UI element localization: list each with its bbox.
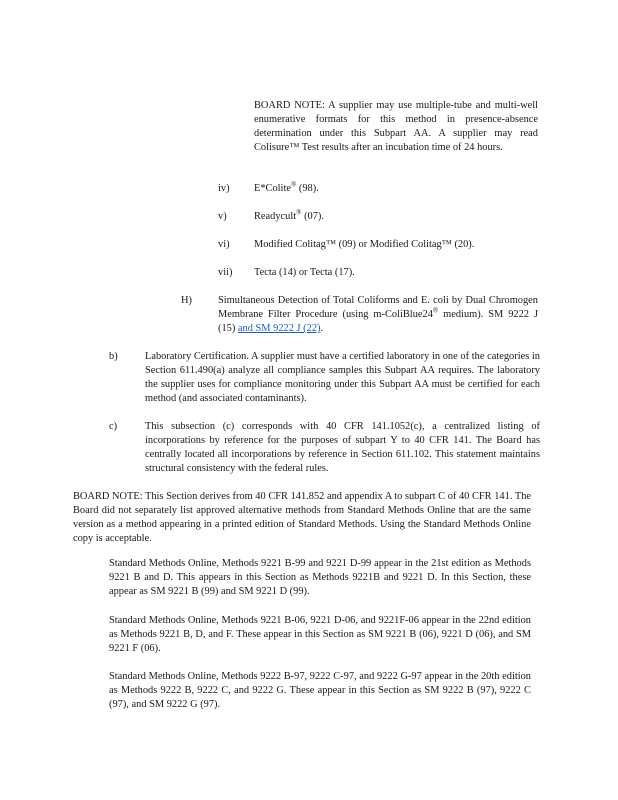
item-vi-label: vi) <box>218 239 230 250</box>
item-h-label: H) <box>181 295 192 306</box>
item-b-label: b) <box>109 351 118 362</box>
item-v-label: v) <box>218 211 227 222</box>
item-h-text: Simultaneous Detection of Total Coliforms and E. coli by Dual Chromogen Membrane Filter Procedure (using m-ColiBlue24® medium). SM 9222 J (15) and SM 9222 J (22). <box>218 295 538 334</box>
item-v-text: Readycult® (07). <box>254 208 324 222</box>
sm-9222-j-22-link[interactable]: and SM 9222 J (22) <box>237 323 321 334</box>
item-c-label: c) <box>109 421 118 432</box>
registered-mark: ® <box>290 180 297 189</box>
board-note-section: BOARD NOTE: This Section derives from 40 CFR 141.852 and appendix A to subpart C of 40 CFR 141. The Board did not separately list approved alternative methods from Standard Methods Online that are the same version as a method appearing in a printed edition of Standard Methods. Using the Standard Methods Online copy is acceptable. <box>73 491 531 544</box>
paragraph-sm-9221-99: Standard Methods Online, Methods 9221 B-99 and 9221 D-99 appear in the 21st edition as Methods 9221 B and D. This appears in this Section as Methods 9221B and 9221 D. In this Section, these appear as SM 9221 B (99) and SM 9221 D (99). <box>109 558 531 597</box>
paragraph-sm-9221-06: Standard Methods Online, Methods 9221 B-06, 9221 D-06, and 9221F-06 appear in the 22nd edition as Methods 9221 B, D, and F. These appear in this Section as SM 9221 B (06), 9221 D (06), and SM 9221 F (06). <box>109 615 531 654</box>
board-note-colisure: BOARD NOTE: A supplier may use multiple-tube and multi-well enumerative formats for this method in presence-absence determination under this Subpart AA. A supplier may read Colisure™ Test results after an incubation time of 24 hours. <box>254 100 538 153</box>
item-vii-text: Tecta (14) or Tecta (17). <box>254 267 355 278</box>
paragraph-sm-9222-97: Standard Methods Online, Methods 9222 B-97, 9222 C-97, and 9222 G-97 appear in the 20th edition as Methods 9222 B, 9222 C, and 9222 G. These appear in this Section as SM 9222 B (97), 9222 C (97), and SM 9222 G (97). <box>109 671 531 710</box>
item-vii-label: vii) <box>218 267 233 278</box>
item-iv-label: iv) <box>218 183 230 194</box>
item-b-text: Laboratory Certification. A supplier must have a certified laboratory in one of the categories in Section 611.490(a) analyze all compliance samples this Subpart AA requires. The laboratory the supplier uses for compliance monitoring under this Subpart AA must be certified for each method (and associated contaminants). <box>145 351 540 404</box>
item-vi-text: Modified Colitag™ (09) or Modified Colitag™ (20). <box>254 239 475 250</box>
item-iv-text: E*Colite® (98). <box>254 180 319 194</box>
item-c-text: This subsection (c) corresponds with 40 CFR 141.1052(c), a centralized listing of incorporations by reference for the purposes of subpart Y to 40 CFR 141. The Board has centrally located all incorporations by reference in Section 611.102. This statement maintains structural consistency with the federal rules. <box>145 421 540 474</box>
registered-mark: ® <box>296 208 302 217</box>
registered-mark: ® <box>432 306 439 315</box>
